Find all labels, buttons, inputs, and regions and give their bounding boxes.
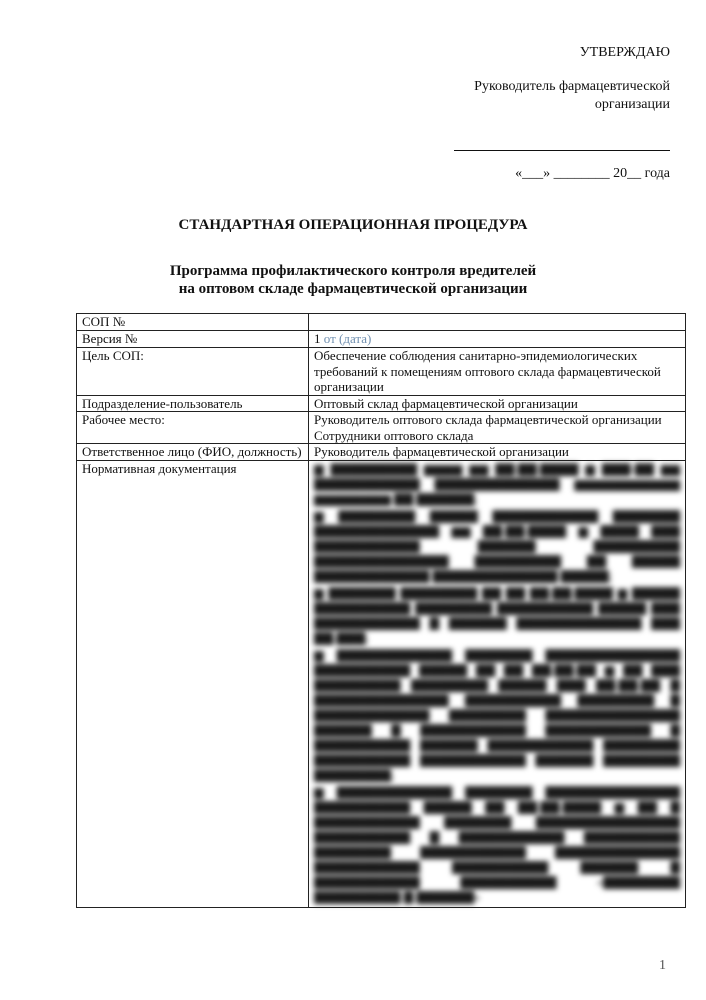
table-row-goal — [77, 348, 686, 396]
responsible-value: Руководитель фармацевтической организации — [309, 444, 686, 461]
version-date-link[interactable]: от (дата) — [323, 331, 372, 346]
signature-line — [454, 136, 670, 151]
document-subtitle-line-2: на оптовом складе фармацевтической организации — [178, 281, 528, 297]
workplace-value-1: Руководитель оптового склада фармацевтической организации — [314, 412, 662, 427]
table-row-version — [77, 331, 686, 348]
department-label: Подразделение-пользователь — [77, 395, 309, 412]
sop-number-value — [309, 314, 686, 331]
sop-table — [76, 313, 686, 908]
version-value — [309, 331, 686, 348]
goal-value: Обеспечение соблюдения санитарно-эпидемиологических требований к помещениям оптового склада фармацевтической организации — [309, 348, 686, 396]
workplace-value — [309, 412, 686, 444]
approval-role: Руководитель фармацевтической организации — [474, 79, 670, 112]
document-title: СТАНДАРТНАЯ ОПЕРАЦИОННАЯ ПРОЦЕДУРА — [178, 217, 528, 233]
documentation-label: Нормативная документация — [77, 460, 309, 907]
document-subtitle-line-1: Программа профилактического контроля вредителей — [169, 263, 537, 279]
version-label: Версия № — [77, 331, 309, 348]
table-row-sop-number — [77, 314, 686, 331]
documentation-value-blurred — [309, 460, 686, 907]
page-number: 1 — [659, 958, 666, 973]
workplace-label: Рабочее место: — [77, 412, 309, 444]
document-subtitle — [0, 262, 706, 298]
table-row-department — [77, 395, 686, 412]
table-row-workplace — [77, 412, 686, 444]
blurred-text-block: ▆ ▇▇▇▇▇▇▇▇▇ ▆▆▆▆ ▆▆ ▇▇.▇▇.▇▇▇▇ ▆ ▇▇▇-▇▇ ▆▆ ▇▇▇▇▇▇▇▇▇▇▇ ▇▇▇▇▇▇▇▇▇▇▇▇▇ ▆▆▆▆▆▆▆▆▆▆▆ ▆▆▆▆▆▆▆▆ ▇▇ ▇▇▇▇▇▇; ▆ ▇▇▇▇▇▇▇▇ ▇▇▇▇▇ ▇▇▇▇▇▇▇▇▇▇▇ ▇▇▇▇▇▇▇ ▇▇▇▇▇▇▇▇▇▇▇▇▇ ▆▆ ▇▇.▇▇.▇▇▇▇ ▆ ▇▇▇▇ ▇▇▇ ▇▇▇▇▇▇▇▇▇▇▇ ▇▇▇▇▇▇ ▇▇▇▇▇▇▇▇▇ ▇▇▇▇▇▇▇▇▇▇▇▇▇▇ ▇▇▇▇▇▇▇▇▇ ▇▇ ▇▇▇▇▇ ▇▇▇▇▇▇▇▇▇▇▇▇ ▇▇▇▇▇▇▇▇▇▇▇▇▇ ▇▇▇▇▇; ▆ ▇▇▇▇▇▇▇ ▇▇▇▇▇▇▇▇ ▇▇ ▇▇ ▇▇.▇▇.▇▇▇▇ ▆ ▇▇▇▇▇ ▇▇▇▇▇▇▇▇▇▇ ▇▇▇▇▇▇▇▇ ▇▇▇▇▇▇▇▇▇▇ ▇▇▇▇▇ ▇▇▇ ▇▇▇▇▇▇▇▇▇▇▇ ▇ ▇▇▇▇▇▇ ▇▇▇▇▇▇▇▇▇▇▇▇▇ ▇▇▇ ▇▇.▇▇▇; ▆ ▇▇▇▇▇▇▇▇▇▇▇▇ ▇▇▇▇▇▇▇ ▇▇▇▇▇▇▇▇▇▇▇▇▇▇ ▇▇▇▇▇▇▇▇▇▇ ▇▇▇▇▇ ▇▇ ▇▇ ▇▇.▇▇.▇▇ ▆ ▇▇ ▇▇▇ ▇▇▇▇▇▇▇▇▇ ▇▇▇▇▇▇▇▇ ▇▇▇▇▇ ▇▇▇ ▇▇.▇▇.▇▇ ▇ ▇▇▇▇▇▇▇▇▇▇▇▇▇▇ ▇▇▇▇▇▇▇▇▇▇ ▇▇▇▇▇▇▇▇ ▇ ▇▇▇▇▇▇▇▇▇▇▇▇ ▇▇▇▇▇▇▇▇ ▇▇▇▇▇▇▇▇▇▇▇▇▇▇ ▇▇▇▇▇▇ ▇ ▇▇▇▇▇▇▇▇▇▇▇ ▇▇▇▇▇▇▇▇▇▇▇ ▇ ▇▇▇▇▇▇▇▇▇▇ ▇▇▇▇▇▇ ▇▇▇▇▇▇▇▇▇▇▇ ▇▇▇▇▇▇▇▇ ▇▇▇▇▇▇▇▇▇▇ ▇▇▇▇▇▇▇▇▇▇▇ ▇▇▇▇▇▇ ▇▇▇▇▇▇▇▇ ▇▇▇▇▇▇▇▇; ▆ ▇▇▇▇▇▇▇▇▇▇▇▇ ▇▇▇▇▇▇▇ ▇▇▇▇▇▇▇▇▇▇▇▇▇▇ ▇▇▇▇▇▇▇▇▇▇ ▇▇▇▇▇ ▇▇ ▇▇.▇▇.▇▇▇▇ ▆ ▇▇ ▇ ▇▇▇▇▇▇▇▇▇▇▇ ▇▇▇▇▇▇▇ ▇▇▇▇▇▇▇▇▇▇▇▇▇▇▇ ▇▇▇▇▇▇▇▇▇▇ ▇ ▇▇▇▇▇▇▇▇▇▇▇ ▇▇▇▇▇▇▇▇▇▇ ▇▇▇▇▇▇▇▇ ▇▇▇▇▇▇▇▇▇▇▇ ▇▇▇▇▇▇▇▇▇▇▇▇▇ ▇▇▇▇▇▇▇▇▇▇▇ ▇▇▇▇▇▇▇▇▇▇ ▇▇▇▇▇▇ ▇ ▇▇▇▇▇▇▇▇▇▇▇ ▇▇▇▇▇▇▇▇▇▇ «▇▇▇▇▇▇▇▇ ▇▇▇▇▇▇▇▇▇ ▇ ▇▇▇▇▇▇» — [314, 461, 680, 904]
approval-date-line: «___» ________ 20__ года — [515, 166, 670, 181]
approval-title: УТВЕРЖДАЮ — [579, 45, 670, 60]
department-value: Оптовый склад фармацевтической организации — [309, 395, 686, 412]
approval-block — [410, 44, 670, 183]
workplace-value-2: Сотрудники оптового склада — [314, 427, 474, 443]
table-row-documentation — [77, 460, 686, 907]
responsible-label: Ответственное лицо (ФИО, должность) — [77, 444, 309, 461]
goal-label: Цель СОП: — [77, 348, 309, 396]
table-row-responsible — [77, 444, 686, 461]
sop-number-label: СОП № — [77, 314, 309, 331]
version-number: 1 — [314, 331, 321, 346]
